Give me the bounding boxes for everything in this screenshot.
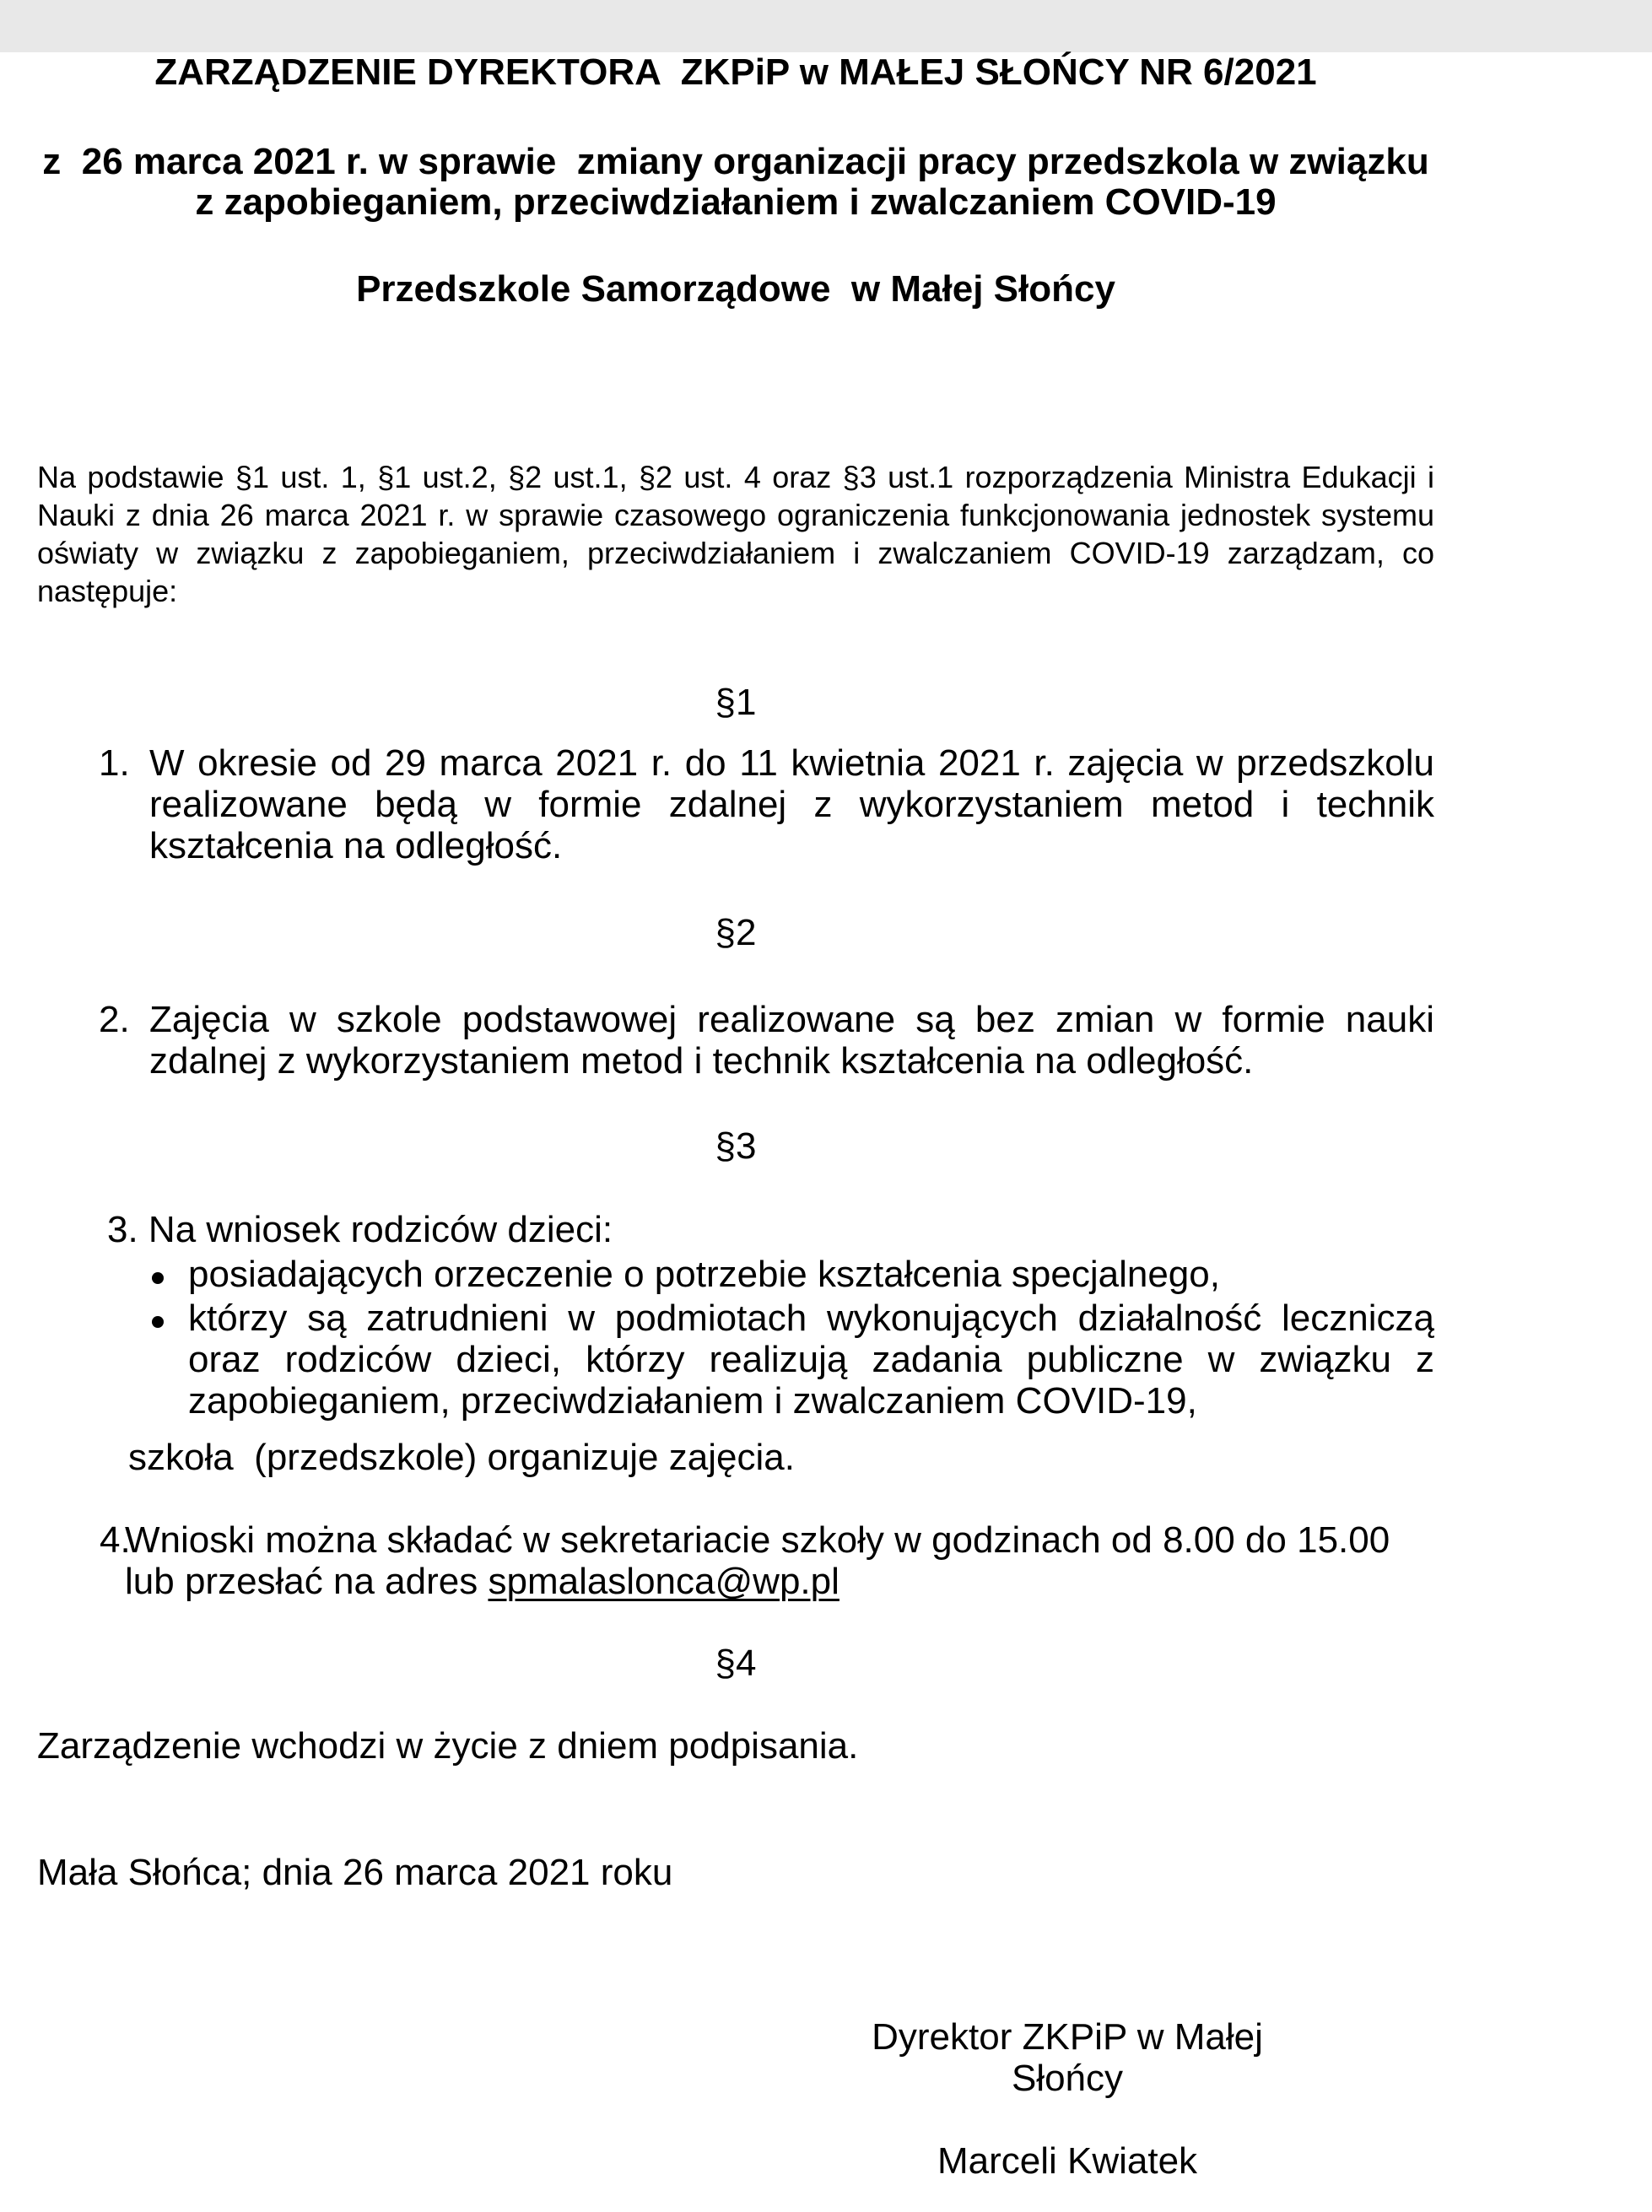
- list-item-4: [37, 1519, 1434, 1602]
- list-item-1-line: W okresie od 29 marca 2021 r. do 11 kwietnia 2021 r. zajęcia w przedszkolu: [149, 742, 1434, 784]
- document-subtitle-line: z 26 marca 2021 r. w sprawie zmiany organizacji pracy przedszkola w związku: [42, 141, 1429, 182]
- list-item-2-line: zdalnej z wykorzystaniem metod i technik kształcenia na odległość.: [149, 1040, 1254, 1082]
- bullet-item-2-line: którzy są zatrudnieni w podmiotach wykonujących działalność leczniczą: [188, 1298, 1434, 1339]
- section-heading-1: [37, 682, 1434, 723]
- bullet-dot-icon: [152, 1272, 164, 1284]
- section-heading-2: [37, 913, 1434, 953]
- document-title: [37, 52, 1434, 93]
- organization-name: [37, 269, 1434, 310]
- list-item-4-text: lub przesłać na adres: [125, 1561, 489, 1602]
- section-heading-4-line: §4: [715, 1643, 757, 1684]
- bullet-item-1: [37, 1254, 1434, 1295]
- bullet-dot-icon: [152, 1316, 164, 1328]
- section-heading-1-line: §1: [715, 682, 757, 723]
- bullet-item-2-line: zapobieganiem, przeciwdziałaniem i zwalczaniem COVID-19,: [188, 1380, 1197, 1422]
- legal-basis-paragraph-line: następuje:: [37, 574, 178, 608]
- document-page: [0, 52, 1652, 2212]
- signature-name: [814, 2140, 1320, 2182]
- bullet-item-2: [37, 1298, 1434, 1422]
- place-date-line: [37, 1852, 1434, 1893]
- document-title-line: ZARZĄDZENIE DYREKTORA ZKPiP w MAŁEJ SŁOŃCY NR 6/2021: [154, 51, 1317, 93]
- signature-title: [814, 2016, 1320, 2099]
- document-subtitle: [37, 142, 1434, 223]
- list-item-4-line: Wnioski można składać w sekretariacie szkoły w godzinach od 8.00 do 15.00: [125, 1519, 1390, 1561]
- list-item-3: [37, 1209, 1434, 1250]
- list-item-2-number: 2.: [99, 999, 130, 1040]
- legal-basis-paragraph: [37, 458, 1434, 610]
- legal-basis-paragraph-line: Na podstawie §1 ust. 1, §1 ust.2, §2 ust.1, §2 ust. 4 oraz §3 ust.1 rozporządzenia Ministra Edukacji i: [37, 460, 1434, 494]
- signature-name-line: Marceli Kwiatek: [937, 2140, 1198, 2182]
- bullet-item-1-line: posiadających orzeczenie o potrzebie kształcenia specjalnego,: [188, 1254, 1220, 1295]
- section-heading-2-line: §2: [715, 912, 757, 953]
- document-subtitle-line: z zapobieganiem, przeciwdziałaniem i zwalczaniem COVID-19: [195, 181, 1277, 223]
- section-heading-4: [37, 1643, 1434, 1684]
- section-heading-3: [37, 1126, 1434, 1167]
- email-link[interactable]: spmalaslonca@wp.pl: [488, 1561, 839, 1602]
- list-item-4-line: [125, 1561, 1434, 1602]
- legal-basis-paragraph-line: Nauki z dnia 26 marca 2021 r. w sprawie czasowego ograniczenia funkcjonowania jednostek systemu: [37, 498, 1434, 532]
- place-date-line-line: Mała Słońca; dnia 26 marca 2021 roku: [37, 1852, 673, 1893]
- list-item-4-number: 4.: [100, 1519, 131, 1561]
- list-item-3-continuation-line: szkoła (przedszkole) organizuje zajęcia.: [128, 1437, 795, 1478]
- list-item-2: [37, 999, 1434, 1082]
- organization-name-line: Przedszkole Samorządowe w Małej Słońcy: [356, 268, 1115, 310]
- list-item-2-line: Zajęcia w szkole podstawowej realizowane są bez zmian w formie nauki: [149, 999, 1434, 1040]
- section-heading-3-line: §3: [715, 1125, 757, 1167]
- list-item-1-line: realizowane będą w formie zdalnej z wykorzystaniem metod i technik: [149, 784, 1434, 825]
- list-item-3-continuation: [37, 1437, 1434, 1478]
- legal-basis-paragraph-line: oświaty w związku z zapobieganiem, przeciwdziałaniem i zwalczaniem COVID-19 zarządzam, co: [37, 536, 1434, 570]
- list-item-1-number: 1.: [99, 742, 130, 784]
- effective-date-statement: [37, 1725, 1434, 1767]
- bullet-item-2-line: oraz rodziców dzieci, którzy realizują zadania publiczne w związku z: [188, 1339, 1434, 1380]
- list-item-3-line: 3. Na wniosek rodziców dzieci:: [107, 1209, 613, 1250]
- effective-date-statement-line: Zarządzenie wchodzi w życie z dniem podpisania.: [37, 1725, 859, 1767]
- list-item-1: [37, 742, 1434, 866]
- signature-title-line: Dyrektor ZKPiP w Małej Słońcy: [872, 2016, 1274, 2099]
- list-item-1-line: kształcenia na odległość.: [149, 825, 563, 866]
